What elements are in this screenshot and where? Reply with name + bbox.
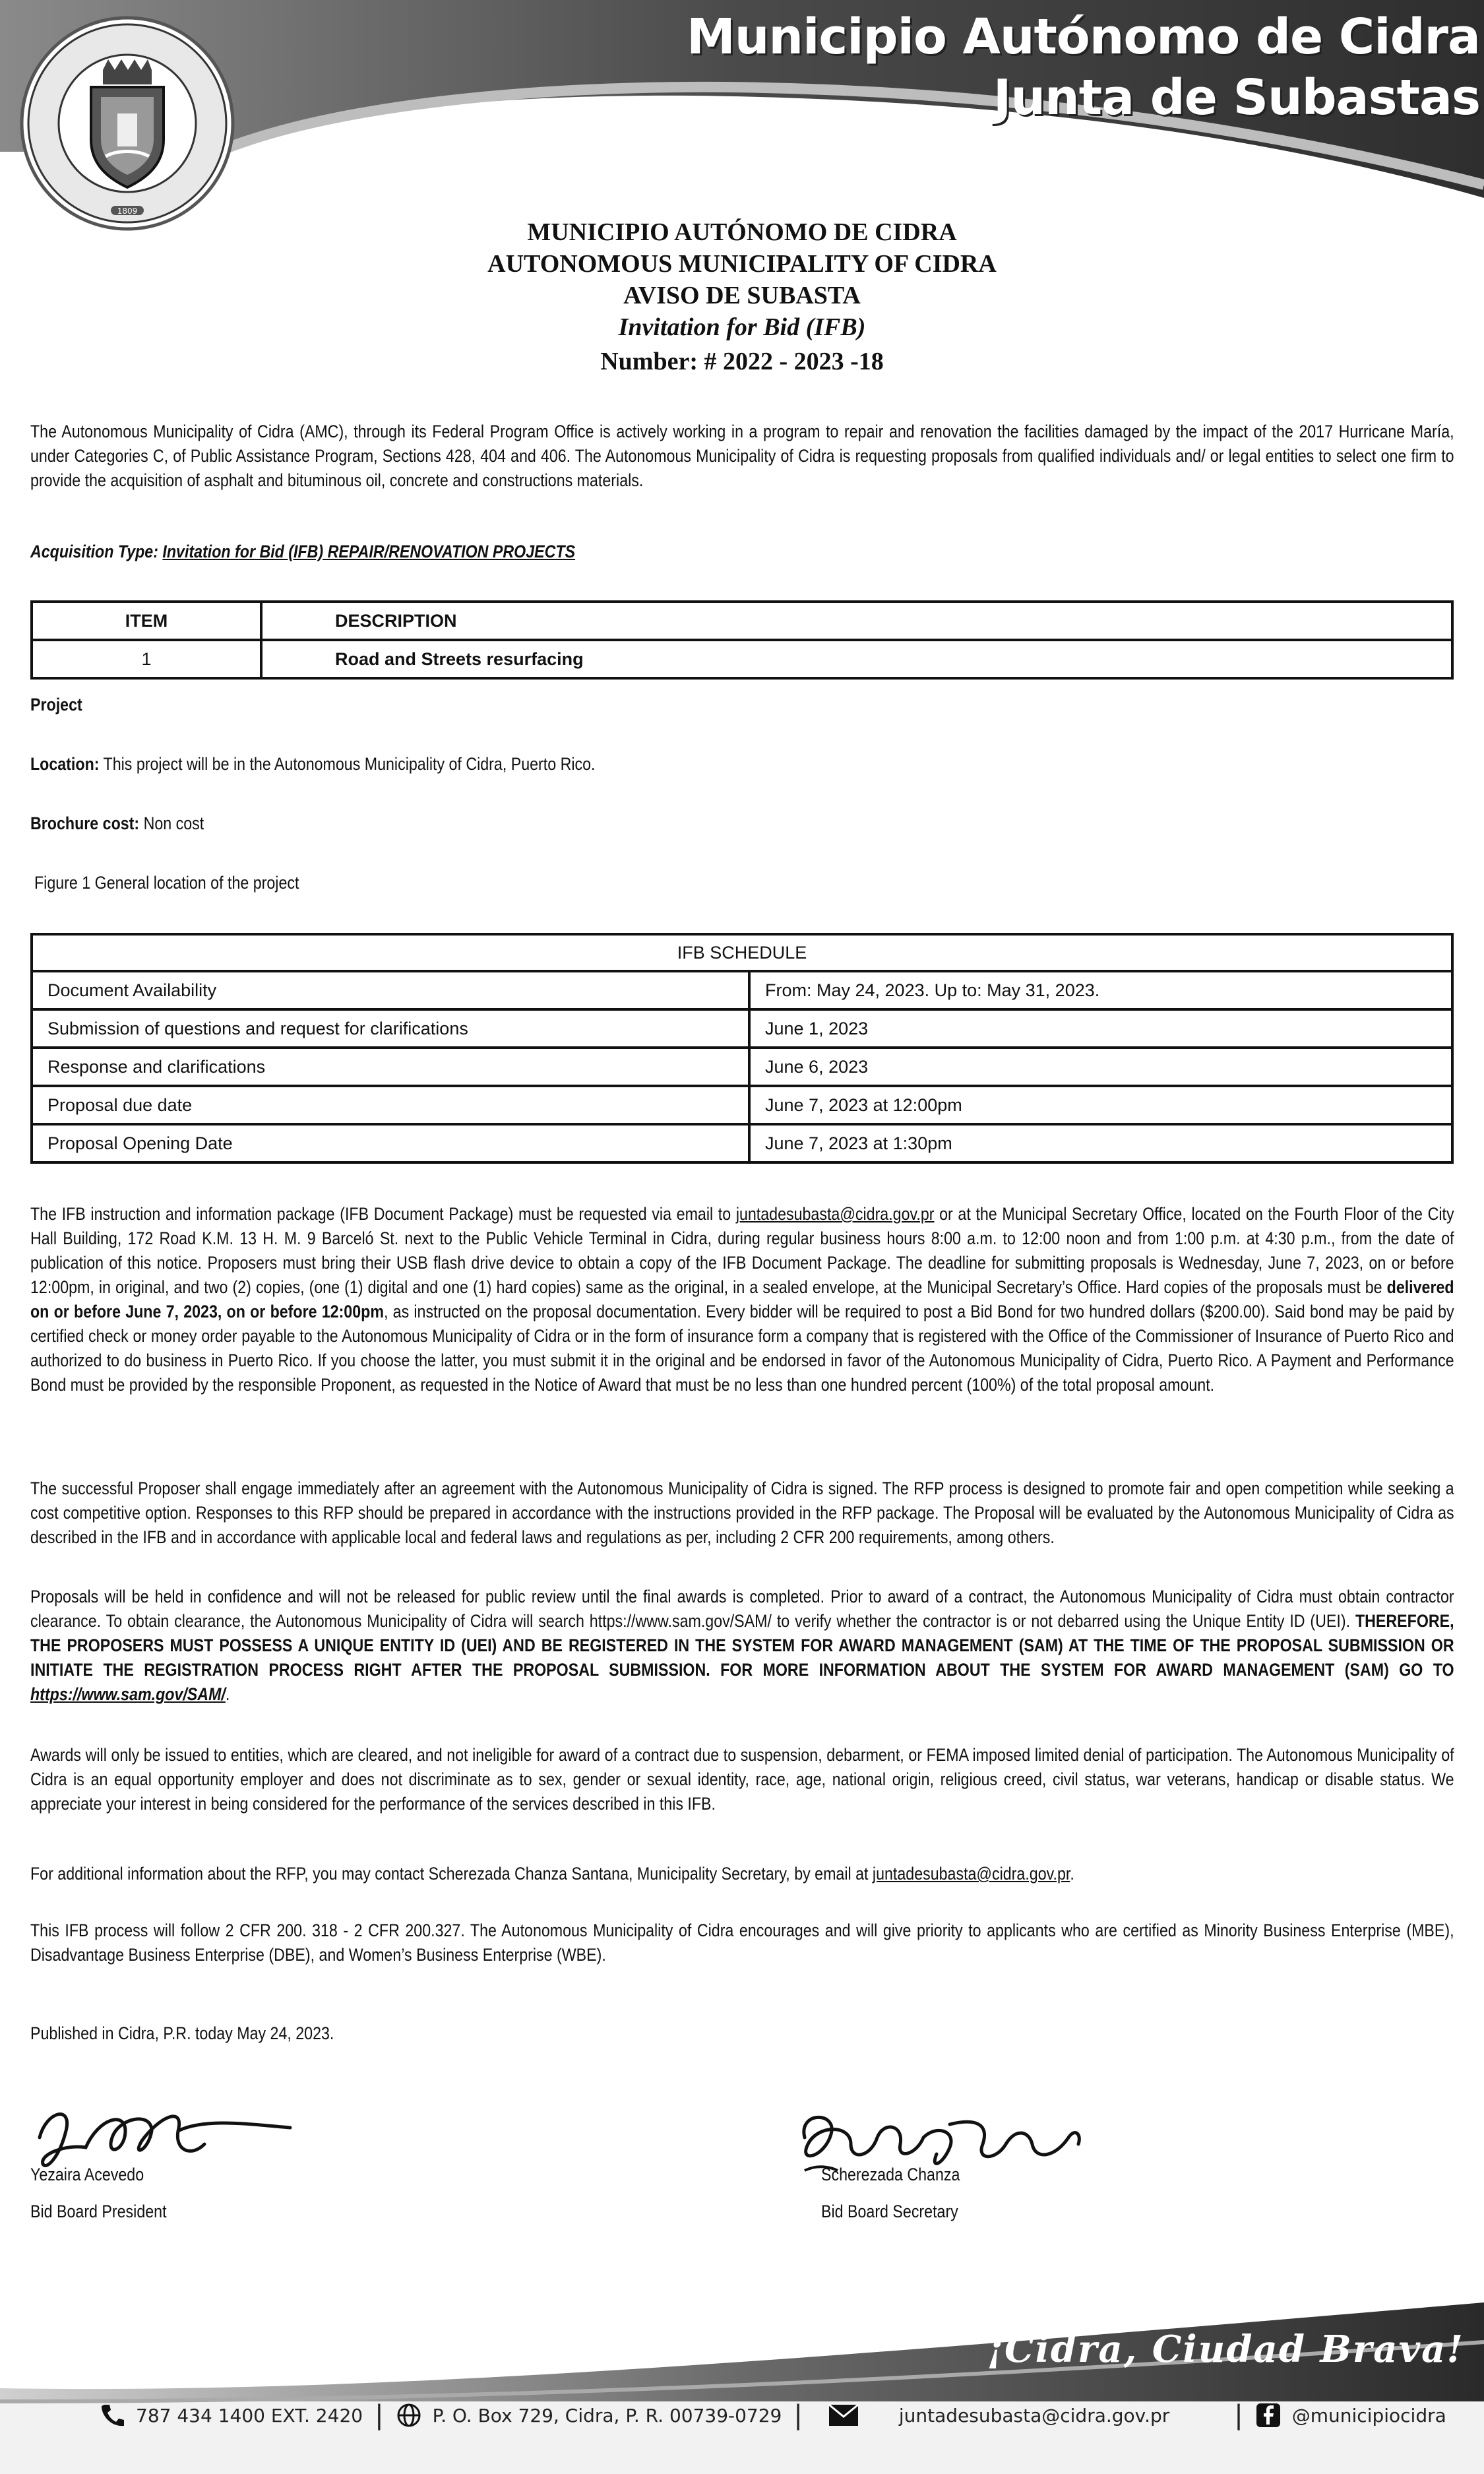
items-table	[30, 600, 1454, 680]
footer-separator: |	[1234, 2400, 1243, 2430]
contact-paragraph	[30, 1862, 1256, 1886]
header-title-line1: Municipio Autónomo de Cidra	[687, 9, 1480, 65]
items-header-description: DESCRIPTION	[261, 602, 1452, 640]
title-municipality: AUTONOMOUS MUNICIPALITY OF CIDRA	[487, 250, 997, 278]
items-header-item: ITEM	[32, 602, 261, 640]
acquisition-label: Acquisition Type:	[30, 542, 163, 561]
footer-phone: 787 434 1400 EXT. 2420	[136, 2404, 363, 2426]
project-location	[30, 752, 1256, 777]
project-brochure	[30, 811, 1256, 836]
footer-email[interactable]: juntadesubasta@cidra.gov.pr	[898, 2404, 1170, 2426]
header-title	[687, 7, 1480, 128]
header-title-line2: Junta de Subastas	[993, 69, 1480, 126]
title-aviso: AVISO DE SUBASTA	[623, 282, 861, 309]
para3-end: .	[225, 1684, 230, 1704]
footer-separator: |	[375, 2400, 384, 2430]
para1-text-b: or at the Municipal Secretary Office, located on the Fourth Floor of the City Hall Building, 172 Road K.M. 13 H. M. 9 Barceló St. next to the Public Vehicle Terminal in Cidra, during regular business hours 8:00 a.m. to 12:00 noon and from 1:00 p.m. at 4:30 p.m., from the date of publication of this notice. Proposers must bring their USB flash drive device to obtain a copy of the IFB Document Package. The deadline for submitting proposals is Wednesday, June 7, 2023, on or before 12:00pm, in original, and two (2) copies, (one (1) digital and one (1) hard copies) same as the original, in a sealed envelope, at the Municipal Secretary’s Office. Hard copies of the proposals must be	[30, 1204, 1454, 1297]
brochure-label: Brochure cost:	[30, 813, 140, 833]
mail-icon	[828, 2402, 859, 2428]
sam-link[interactable]: https://www.sam.gov/SAM/	[30, 1684, 226, 1704]
acquisition-type	[30, 540, 1256, 564]
schedule-date: From: May 24, 2023. Up to: May 31, 2023.	[749, 971, 1452, 1009]
awards-paragraph: Awards will only be issued to entities, which are cleared, and not ineligible for award of a contract due to suspension, debarment, or FEMA imposed limited denial of participation. The Autonomous Municipality of Cidra is an equal opportunity employer and does not discriminate as to sex, gender or sexual identity, race, age, national origin, religious creed, civil status, war veterans, handicap or disable status. We appreciate your interest in being considered for the performance of the services described in this IFB.	[30, 1745, 1454, 1814]
schedule-caption: IFB SCHEDULE	[32, 934, 1452, 971]
schedule-table	[30, 933, 1454, 1164]
slogan: ¡Cidra, Ciudad Brava!	[987, 2328, 1464, 2371]
footer-separator: |	[793, 2400, 803, 2430]
signer-title: Bid Board President	[30, 2202, 167, 2221]
table-row	[32, 1086, 1452, 1124]
facebook-icon	[1255, 2402, 1282, 2428]
schedule-date: June 7, 2023 at 12:00pm	[749, 1086, 1452, 1124]
footer-contact-bar	[99, 2400, 1446, 2430]
globe-icon	[396, 2402, 422, 2428]
para3-text-a: Proposals will be held in confidence and will not be released for public review until the final awards is completed. Prior to award of a contract, the Autonomous Municipality of Cidra must obtain contractor clearance. To obtain clearance, the Autonomous Municipality of Cidra will search https://www.sam.gov/SAM/ to verify whether the contractor is or not debarred using the Unique Entity ID (UEI).	[30, 1587, 1454, 1631]
para1-text-c: , as instructed on the proposal documentation. Every bidder will be required to post a Bid Bond for two hundred dollars ($200.00). Said bond may be paid by certified check or money order payable to the Autonomous Municipality of Cidra or in the form of insurance form a company that is registered with the Office of the Commissioner of Insurance of Puerto Rico and authorized to do business in Puerto Rico. If you choose the latter, you must submit it in the original and be endorsed in favor of the Autonomous Municipality of Cidra, Puerto Rico. A Payment and Performance Bond must be provided by the responsible Proponent, as requested in the Notice of Award that must be no less than one hundred percent (100%) of the total proposal amount.	[30, 1302, 1454, 1395]
para5-end: .	[1070, 1864, 1074, 1884]
figure-caption: Figure 1 General location of the project	[34, 873, 299, 893]
item-number: 1	[32, 640, 261, 678]
intro-paragraph: The Autonomous Municipality of Cidra (AMC), through its Federal Program Office is actively working in a program to repair and renovation the facilities damaged by the impact of the 2017 Hurricane María, under Categories C, of Public Assistance Program, Sections 428, 404 and 406. The Autonomous Municipality of Cidra is requesting proposals from qualified individuals and/ or legal entities to select one firm to provide the acquisition of asphalt and bituminous oil, concrete and constructions materials.	[30, 422, 1454, 490]
svg-text:1809: 1809	[117, 206, 138, 216]
signer-title: Bid Board Secretary	[821, 2202, 958, 2221]
notice-titles	[0, 216, 1484, 377]
project-heading: Project	[30, 695, 82, 714]
para1-text-a: The IFB instruction and information package (IFB Document Package) must be requested via email to	[30, 1204, 736, 1224]
title-ifb: Invitation for Bid (IFB)	[618, 313, 866, 341]
item-description: Road and Streets resurfacing	[261, 640, 1452, 678]
schedule-event: Proposal due date	[32, 1086, 749, 1124]
package-paragraph	[30, 1202, 1454, 1397]
signer-name: Yezaira Acevedo	[30, 2165, 144, 2184]
table-row	[32, 971, 1452, 1009]
schedule-event: Proposal Opening Date	[32, 1124, 749, 1162]
phone-icon	[99, 2402, 125, 2428]
footer-address: P. O. Box 729, Cidra, P. R. 00739-0729	[432, 2404, 782, 2426]
brochure-value: Non cost	[139, 813, 204, 833]
cfr-paragraph: This IFB process will follow 2 CFR 200. 318 - 2 CFR 200.327. The Autonomous Municipality of Cidra encourages and will give priority to applicants who are certified as Minority Business Enterprise (MBE), Disadvantage Business Enterprise (DBE), and Women’s Business Enterprise (WBE).	[30, 1920, 1454, 1965]
schedule-date: June 6, 2023	[749, 1048, 1452, 1086]
signature-block-secretary	[821, 2156, 960, 2230]
schedule-date: June 1, 2023	[749, 1009, 1452, 1048]
schedule-event: Document Availability	[32, 971, 749, 1009]
title-municipio: MUNICIPIO AUTÓNOMO DE CIDRA	[527, 218, 957, 246]
table-row	[32, 1048, 1452, 1086]
acquisition-value: Invitation for Bid (IFB) REPAIR/RENOVATION PROJECTS	[162, 542, 576, 561]
footer-social[interactable]: @municipiocidra	[1291, 2404, 1446, 2426]
location-value: This project will be in the Autonomous Municipality of Cidra, Puerto Rico.	[99, 754, 596, 774]
proposer-paragraph: The successful Proposer shall engage immediately after an agreement with the Autonomous Municipality of Cidra is signed. The RFP process is designed to promote fair and open competition while seeking a cost competitive option. Responses to this RFP should be prepared in accordance with the instructions provided in the RFP package. The Proposal will be evaluated by the Autonomous Municipality of Cidra as described in the IFB and in accordance with applicable local and federal laws and regulations as per, including 2 CFR 200 requirements, among others.	[30, 1478, 1454, 1547]
para3-bold: THEREFORE, THE PROPOSERS MUST POSSESS A UNIQUE ENTITY ID (UEI) AND BE REGISTERED IN THE SYSTEM FOR AWARD MANAGEMENT (SAM) AT THE TIME OF THE PROPOSAL SUBMISSION OR INITIATE THE REGISTRATION PROCESS RIGHT AFTER THE PROPOSAL SUBMISSION. FOR MORE INFORMATION ABOUT THE SYSTEM FOR AWARD MANAGEMENT (SAM) GO TO	[30, 1611, 1454, 1680]
table-row	[32, 640, 1452, 678]
clearance-paragraph	[30, 1585, 1454, 1707]
location-label: Location:	[30, 754, 100, 774]
signature-block-president	[30, 2156, 167, 2230]
schedule-date: June 7, 2023 at 1:30pm	[749, 1124, 1452, 1162]
schedule-event: Submission of questions and request for clarifications	[32, 1009, 749, 1048]
contact-email-link[interactable]: juntadesubasta@cidra.gov.pr	[872, 1864, 1070, 1884]
municipal-seal-logo	[18, 15, 236, 232]
title-number: Number: # 2022 - 2023 -18	[600, 348, 884, 375]
table-row	[32, 1009, 1452, 1048]
para5-text: For additional information about the RFP, you may contact Scherezada Chanza Santana, Municipality Secretary, by email at	[30, 1864, 873, 1884]
email-link[interactable]: juntadesubasta@cidra.gov.pr	[735, 1204, 935, 1224]
published-line: Published in Cidra, P.R. today May 24, 2023.	[30, 2023, 334, 2043]
schedule-event: Response and clarifications	[32, 1048, 749, 1086]
table-row	[32, 1124, 1452, 1162]
items-header-row	[32, 602, 1452, 640]
schedule-caption-row	[32, 934, 1452, 971]
signer-name: Scherezada Chanza	[821, 2165, 960, 2184]
para1-deadline: delivered on or before June 7, 2023, on or before 12:00pm	[30, 1277, 1454, 1321]
